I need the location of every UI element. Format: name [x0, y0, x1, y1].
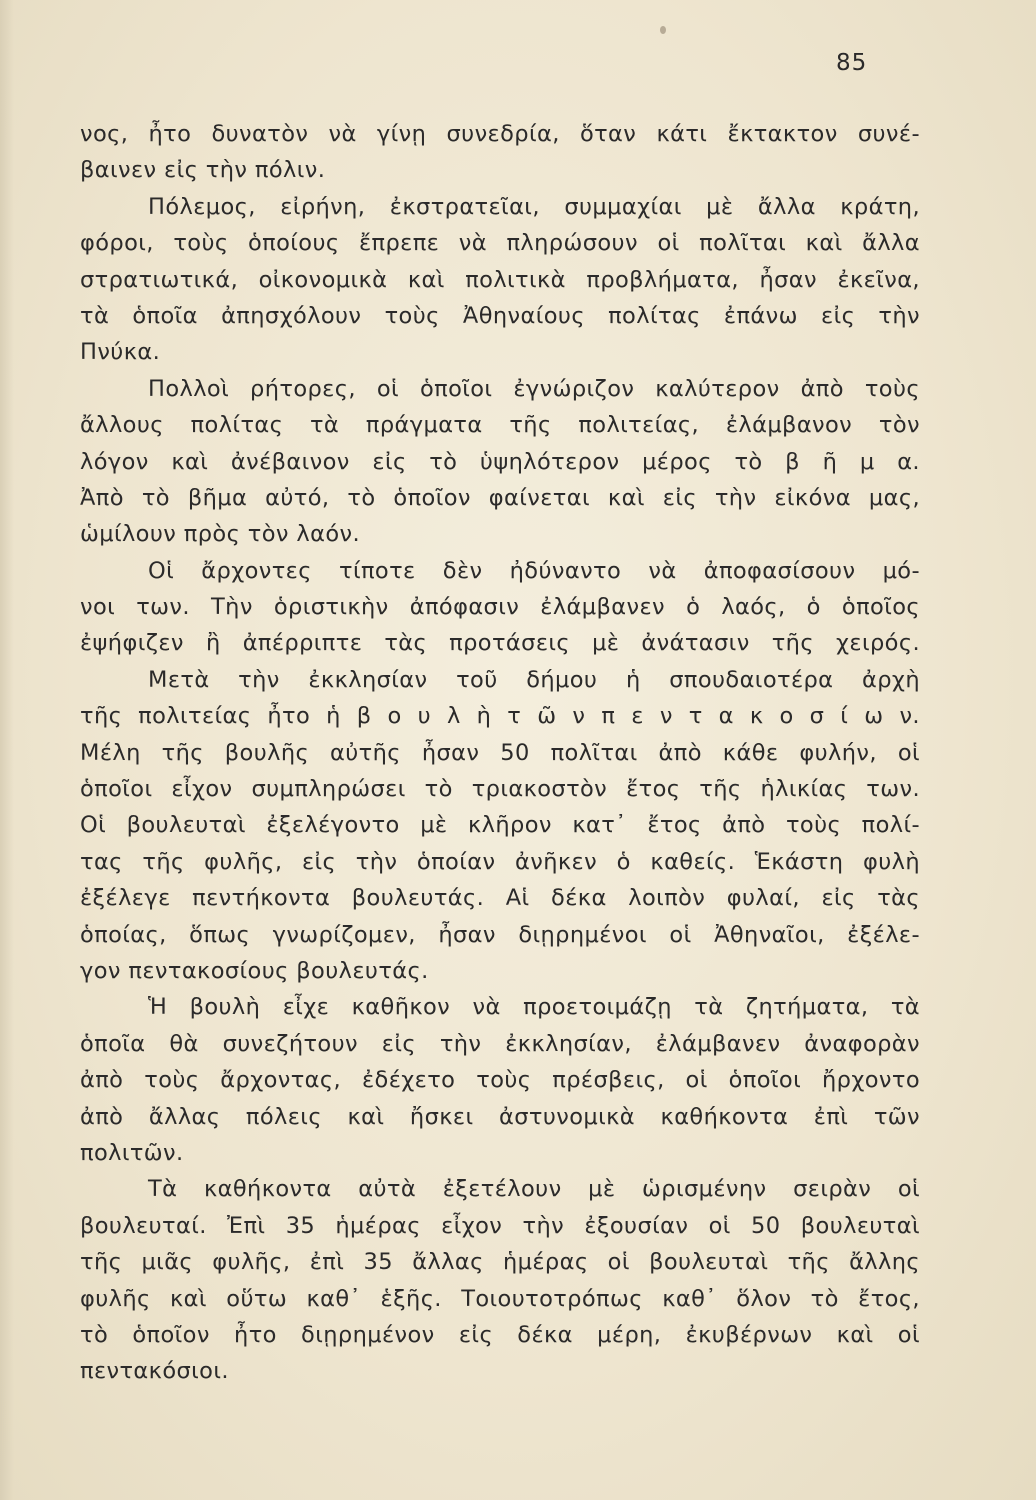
text-line: ὁποῖοι εἶχον συμπληρώσει τὸ τριακοστὸν ἔτος τῆς ἡλικίας των.	[80, 776, 920, 803]
text-line: Ἡ βουλὴ εἶχε καθῆκον νὰ προετοιμάζῃ τὰ ζητήματα, τὰ	[148, 994, 920, 1021]
text-line: πεντακόσιοι.	[80, 1358, 229, 1385]
text-line: Οἱ ἄρχοντες τίποτε δὲν ἠδύναντο νὰ ἀποφασίσουν μό-	[148, 557, 920, 584]
text-line: φυλῆς καὶ οὕτω καθ᾽ ἑξῆς. Τοιουτοτρόπως καθ᾽ ὅλον τὸ ἔτος,	[80, 1285, 920, 1312]
text-line: Ἀπὸ τὸ βῆμα αὐτό, τὸ ὁποῖον φαίνεται καὶ εἰς τὴν εἰκόνα μας,	[80, 484, 920, 511]
text-line: ἄλλους πολίτας τὰ πράγματα τῆς πολιτείας, ἐλάμβανον τὸν	[80, 412, 920, 439]
text-line: φόροι, τοὺς ὁποίους ἔπρεπε νὰ πληρώσουν οἱ πολῖται καὶ ἄλλα	[80, 230, 920, 257]
text-line: τὰ ὁποῖα ἀπησχόλουν τοὺς Ἀθηναίους πολίτας ἐπάνω εἰς τὴν	[80, 302, 920, 329]
text-line: ἐψήφιζεν ἢ ἀπέρριπτε τὰς προτάσεις μὲ ἀνάτασιν τῆς χειρός.	[80, 630, 920, 657]
text-line: πολιτῶν.	[80, 1139, 184, 1166]
text-line: ἀπὸ ἄλλας πόλεις καὶ ἤσκει ἀστυνομικὰ καθήκοντα ἐπὶ τῶν	[80, 1103, 920, 1130]
text-line: τῆς μιᾶς φυλῆς, ἐπὶ 35 ἄλλας ἡμέρας οἱ βουλευταὶ τῆς ἄλλης	[80, 1249, 920, 1276]
text-line: ὁποῖα θὰ συνεζήτουν εἰς τὴν ἐκκλησίαν, ἐλάμβανεν ἀναφορὰν	[80, 1030, 920, 1057]
paper-speck	[660, 26, 666, 34]
body-text	[80, 116, 920, 1390]
text-line: τας τῆς φυλῆς, εἰς τὴν ὁποίαν ἀνῆκεν ὁ καθείς. Ἑκάστη φυλὴ	[80, 848, 920, 875]
text-line: Πνύκα.	[80, 339, 161, 366]
page-number: 85	[836, 50, 868, 76]
text-line: Μέλη τῆς βουλῆς αὐτῆς ἦσαν 50 πολῖται ἀπὸ κάθε φυλήν, οἱ	[80, 739, 920, 766]
text-line: ὁποίας, ὅπως γνωρίζομεν, ἦσαν διῃρημένοι οἱ Ἀθηναῖοι, ἐξέλε-	[80, 921, 920, 948]
text-line: τὸ ὁποῖον ἦτο διῃρημένον εἰς δέκα μέρη, ἐκυβέρνων καὶ οἱ	[80, 1321, 920, 1348]
text-line: τῆς πολιτείας ἦτο ἡ β ο υ λ ὴ τ ῶ ν π ε ν τ α κ ο σ ί ω ν.	[80, 703, 920, 730]
text-line: ὡμίλουν πρὸς τὸν λαόν.	[80, 521, 361, 548]
text-line: στρατιωτικά, οἰκονομικὰ καὶ πολιτικὰ προβλήματα, ἦσαν ἐκεῖνα,	[80, 266, 920, 293]
text-line: νοι των. Τὴν ὁριστικὴν ἀπόφασιν ἐλάμβανεν ὁ λαός, ὁ ὁποῖος	[80, 594, 920, 621]
text-line: βουλευταί. Ἐπὶ 35 ἡμέρας εἶχον τὴν ἐξουσίαν οἱ 50 βουλευταὶ	[80, 1212, 920, 1239]
text-line: Μετὰ τὴν ἐκκλησίαν τοῦ δήμου ἡ σπουδαιοτέρα ἀρχὴ	[148, 666, 920, 693]
text-line: ἐξέλεγε πεντήκοντα βουλευτάς. Αἱ δέκα λοιπὸν φυλαί, εἰς τὰς	[80, 885, 920, 912]
text-line: γον πεντακοσίους βουλευτάς.	[80, 957, 429, 984]
text-line: ἀπὸ τοὺς ἄρχοντας, ἐδέχετο τοὺς πρέσβεις, οἱ ὁποῖοι ἤρχοντο	[80, 1067, 920, 1094]
page-spine-edge	[0, 0, 14, 1500]
text-line: βαινεν εἰς τὴν πόλιν.	[80, 157, 326, 184]
text-line: λόγον καὶ ἀνέβαινον εἰς τὸ ὑψηλότερον μέρος τὸ β ῆ μ α.	[80, 448, 920, 475]
text-line: νος, ἦτο δυνατὸν νὰ γίνῃ συνεδρία, ὅταν κάτι ἔκτακτον συνέ-	[80, 121, 920, 147]
text-line: Πόλεμος, εἰρήνη, ἐκστρατεῖαι, συμμαχίαι μὲ ἄλλα κράτη,	[148, 193, 920, 220]
text-line: Οἱ βουλευταὶ ἐξελέγοντο μὲ κλῆρον κατ᾽ ἔτος ἀπὸ τοὺς πολί-	[80, 812, 920, 839]
text-line: Τὰ καθήκοντα αὐτὰ ἐξετέλουν μὲ ὡρισμένην σειρὰν οἱ	[148, 1176, 920, 1203]
text-line: Πολλοὶ ρήτορες, οἱ ὁποῖοι ἐγνώριζον καλύτερον ἀπὸ τοὺς	[148, 375, 920, 402]
